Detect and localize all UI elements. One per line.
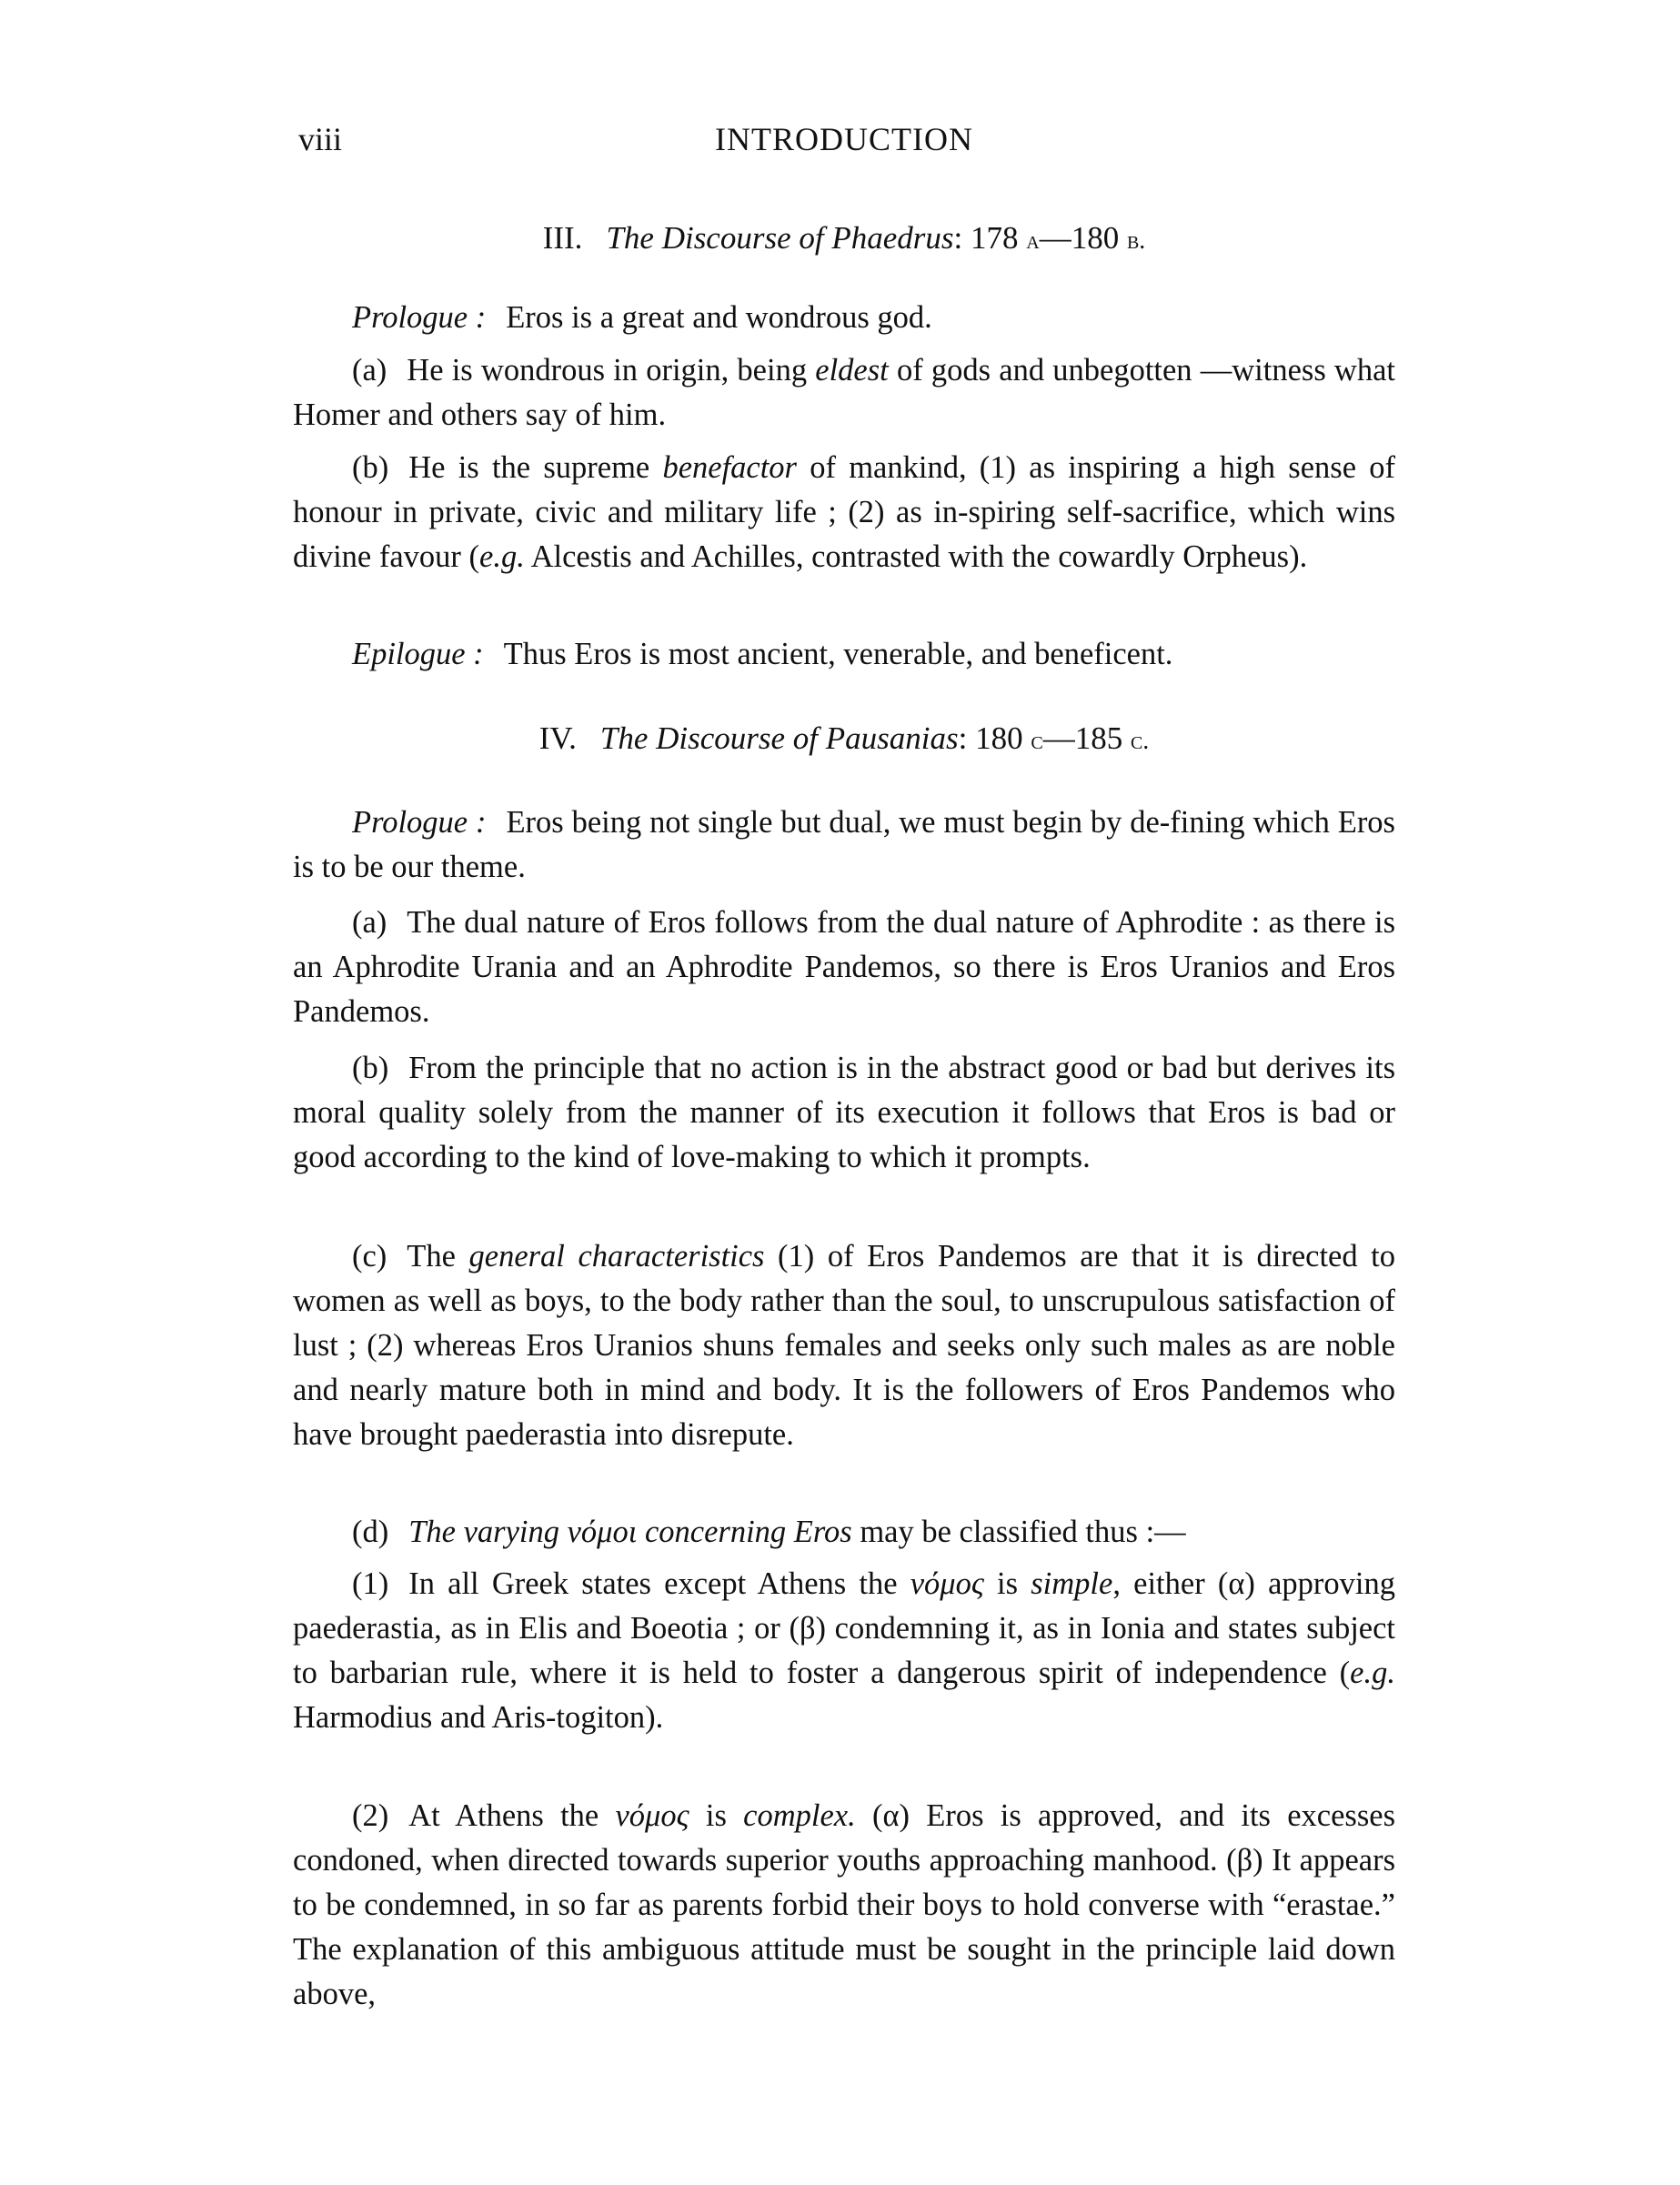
section-heading-iv — [293, 720, 1395, 757]
paragraph-text: Thus Eros is most ancient, venerable, and beneficent. — [503, 636, 1173, 671]
paragraph-prologue-pausanias — [293, 800, 1395, 890]
paragraph-label: (c) — [352, 1238, 387, 1274]
paragraph-b-pausanias — [293, 1046, 1395, 1180]
ref-start: 180 — [975, 720, 1023, 756]
paragraph-prologue-phaedrus — [293, 296, 1395, 340]
emphasis: The varying νόμοι concerning Eros — [408, 1514, 852, 1549]
text: In all Greek states except Athens the — [408, 1566, 910, 1601]
ref-end: 185 — [1074, 720, 1123, 756]
paragraph-label: Epilogue : — [352, 636, 484, 671]
paragraph-a-phaedrus — [293, 348, 1395, 438]
text: At Athens the — [408, 1797, 616, 1833]
paragraph-label: (1) — [352, 1566, 389, 1601]
paragraph-epilogue-phaedrus — [293, 632, 1395, 677]
paragraph-label: Prologue : — [352, 299, 487, 335]
ref-end-letter: b. — [1126, 227, 1146, 255]
section-number: III. — [542, 220, 583, 256]
page-number: viii — [298, 121, 343, 157]
paragraph-label: (d) — [352, 1514, 389, 1549]
paragraph-text: The dual nature of Eros follows from the dual nature of Aphrodite : as there is an Aphrodite Urania and an Aphrodite Pandemos, so there is Eros Uranios and Eros Pandemos. — [293, 904, 1395, 1029]
greek-term: νόμος — [615, 1797, 689, 1833]
stephanus-reference — [971, 220, 1145, 256]
paragraph-text: From the principle that no action is in the abstract good or bad but derives its moral quality solely from the manner of its execution it follows that Eros is bad or good according to the kind of love-making to which it prompts. — [293, 1050, 1395, 1174]
emphasis: complex. — [743, 1797, 856, 1833]
text: Harmodius and Aris-togiton). — [293, 1699, 664, 1735]
section-title-text: The Discourse of Pausanias — [599, 720, 959, 756]
greek-term: νόμος — [910, 1566, 984, 1601]
section-number: IV. — [538, 720, 577, 756]
paragraph-d-pausanias — [293, 1510, 1395, 1555]
paragraph-label: (a) — [352, 352, 387, 388]
text: is — [689, 1797, 744, 1833]
text: He is the supreme — [408, 449, 663, 485]
text: is — [983, 1566, 1031, 1601]
text: may be classified thus :— — [851, 1514, 1186, 1549]
running-head — [293, 120, 1395, 166]
paragraph-text: Eros being not single but dual, we must begin by de-fining which Eros is to be our theme. — [293, 804, 1395, 884]
paragraph-label: (a) — [352, 904, 387, 940]
ref-start-letter: a — [1026, 227, 1040, 255]
separator: : — [953, 220, 963, 256]
paragraph-c-pausanias — [293, 1234, 1395, 1457]
text: of mankind, (1) as inspiring a high sense of honour in private, civic and military life ; (2) as in-spiring self-sacrifice, which wins divine favour ( — [293, 449, 1395, 574]
paragraph-1-pausanias — [293, 1562, 1395, 1740]
paragraph-label: (b) — [352, 449, 389, 485]
paragraph-2-pausanias — [293, 1794, 1395, 2017]
paragraph-label: Prologue : — [352, 804, 487, 840]
text: (1) of Eros Pandemos are that it is directed to women as well as boys, to the body rather than the soul, to unscrupulous satisfaction of lust ; (2) whereas Eros Uranios shuns females and seeks only such males as are noble and nearly mature both in mind and body. It is the followers of Eros Pandemos who have brought paederastia into disrepute. — [293, 1238, 1396, 1452]
running-title: INTRODUCTION — [715, 121, 973, 157]
emphasis: benefactor — [662, 449, 797, 485]
ref-dash: — — [1042, 720, 1075, 756]
ref-dash: — — [1039, 220, 1071, 256]
paragraph-label: (2) — [352, 1797, 389, 1833]
paragraph-b-phaedrus — [293, 446, 1395, 579]
ref-end: 180 — [1071, 220, 1120, 256]
paragraph-a-pausanias — [293, 901, 1395, 1034]
text: He is wondrous in origin, being — [407, 352, 816, 388]
section-heading-iii — [293, 220, 1395, 257]
ref-start: 178 — [970, 220, 1019, 256]
stephanus-reference — [975, 720, 1149, 756]
text: The — [407, 1238, 469, 1274]
text: of gods and unbegotten —witness what Homer and others say of him. — [293, 352, 1395, 432]
ref-start-letter: c — [1031, 727, 1043, 755]
ref-end-letter: c. — [1130, 727, 1150, 755]
text: , either (α) approving paederastia, as in Elis and Boeotia ; or (β) condemning it, as in Ionia and states subject to barbarian rule, where it is held to foster a dangerous spirit of independence ( — [293, 1566, 1395, 1690]
emphasis: e.g. — [479, 539, 525, 574]
paragraph-text: Eros is a great and wondrous god. — [506, 299, 932, 335]
emphasis: e.g. — [1350, 1655, 1395, 1690]
emphasis: eldest — [815, 352, 889, 388]
emphasis: general characteristics — [468, 1238, 765, 1274]
paragraph-label: (b) — [352, 1050, 389, 1085]
separator: : — [958, 720, 968, 756]
text: Alcestis and Achilles, contrasted with the cowardly Orpheus). — [524, 539, 1308, 574]
emphasis: simple — [1031, 1566, 1113, 1601]
section-title-text: The Discourse of Phaedrus — [606, 220, 954, 256]
text: (α) Eros is approved, and its excesses condoned, when directed towards superior youths approaching manhood. (β) It appears to be condemned, in so far as parents forbid their boys to hold converse with “erastae.” The explanation of this ambiguous attitude must be sought in the principle laid down above, — [293, 1797, 1396, 2011]
